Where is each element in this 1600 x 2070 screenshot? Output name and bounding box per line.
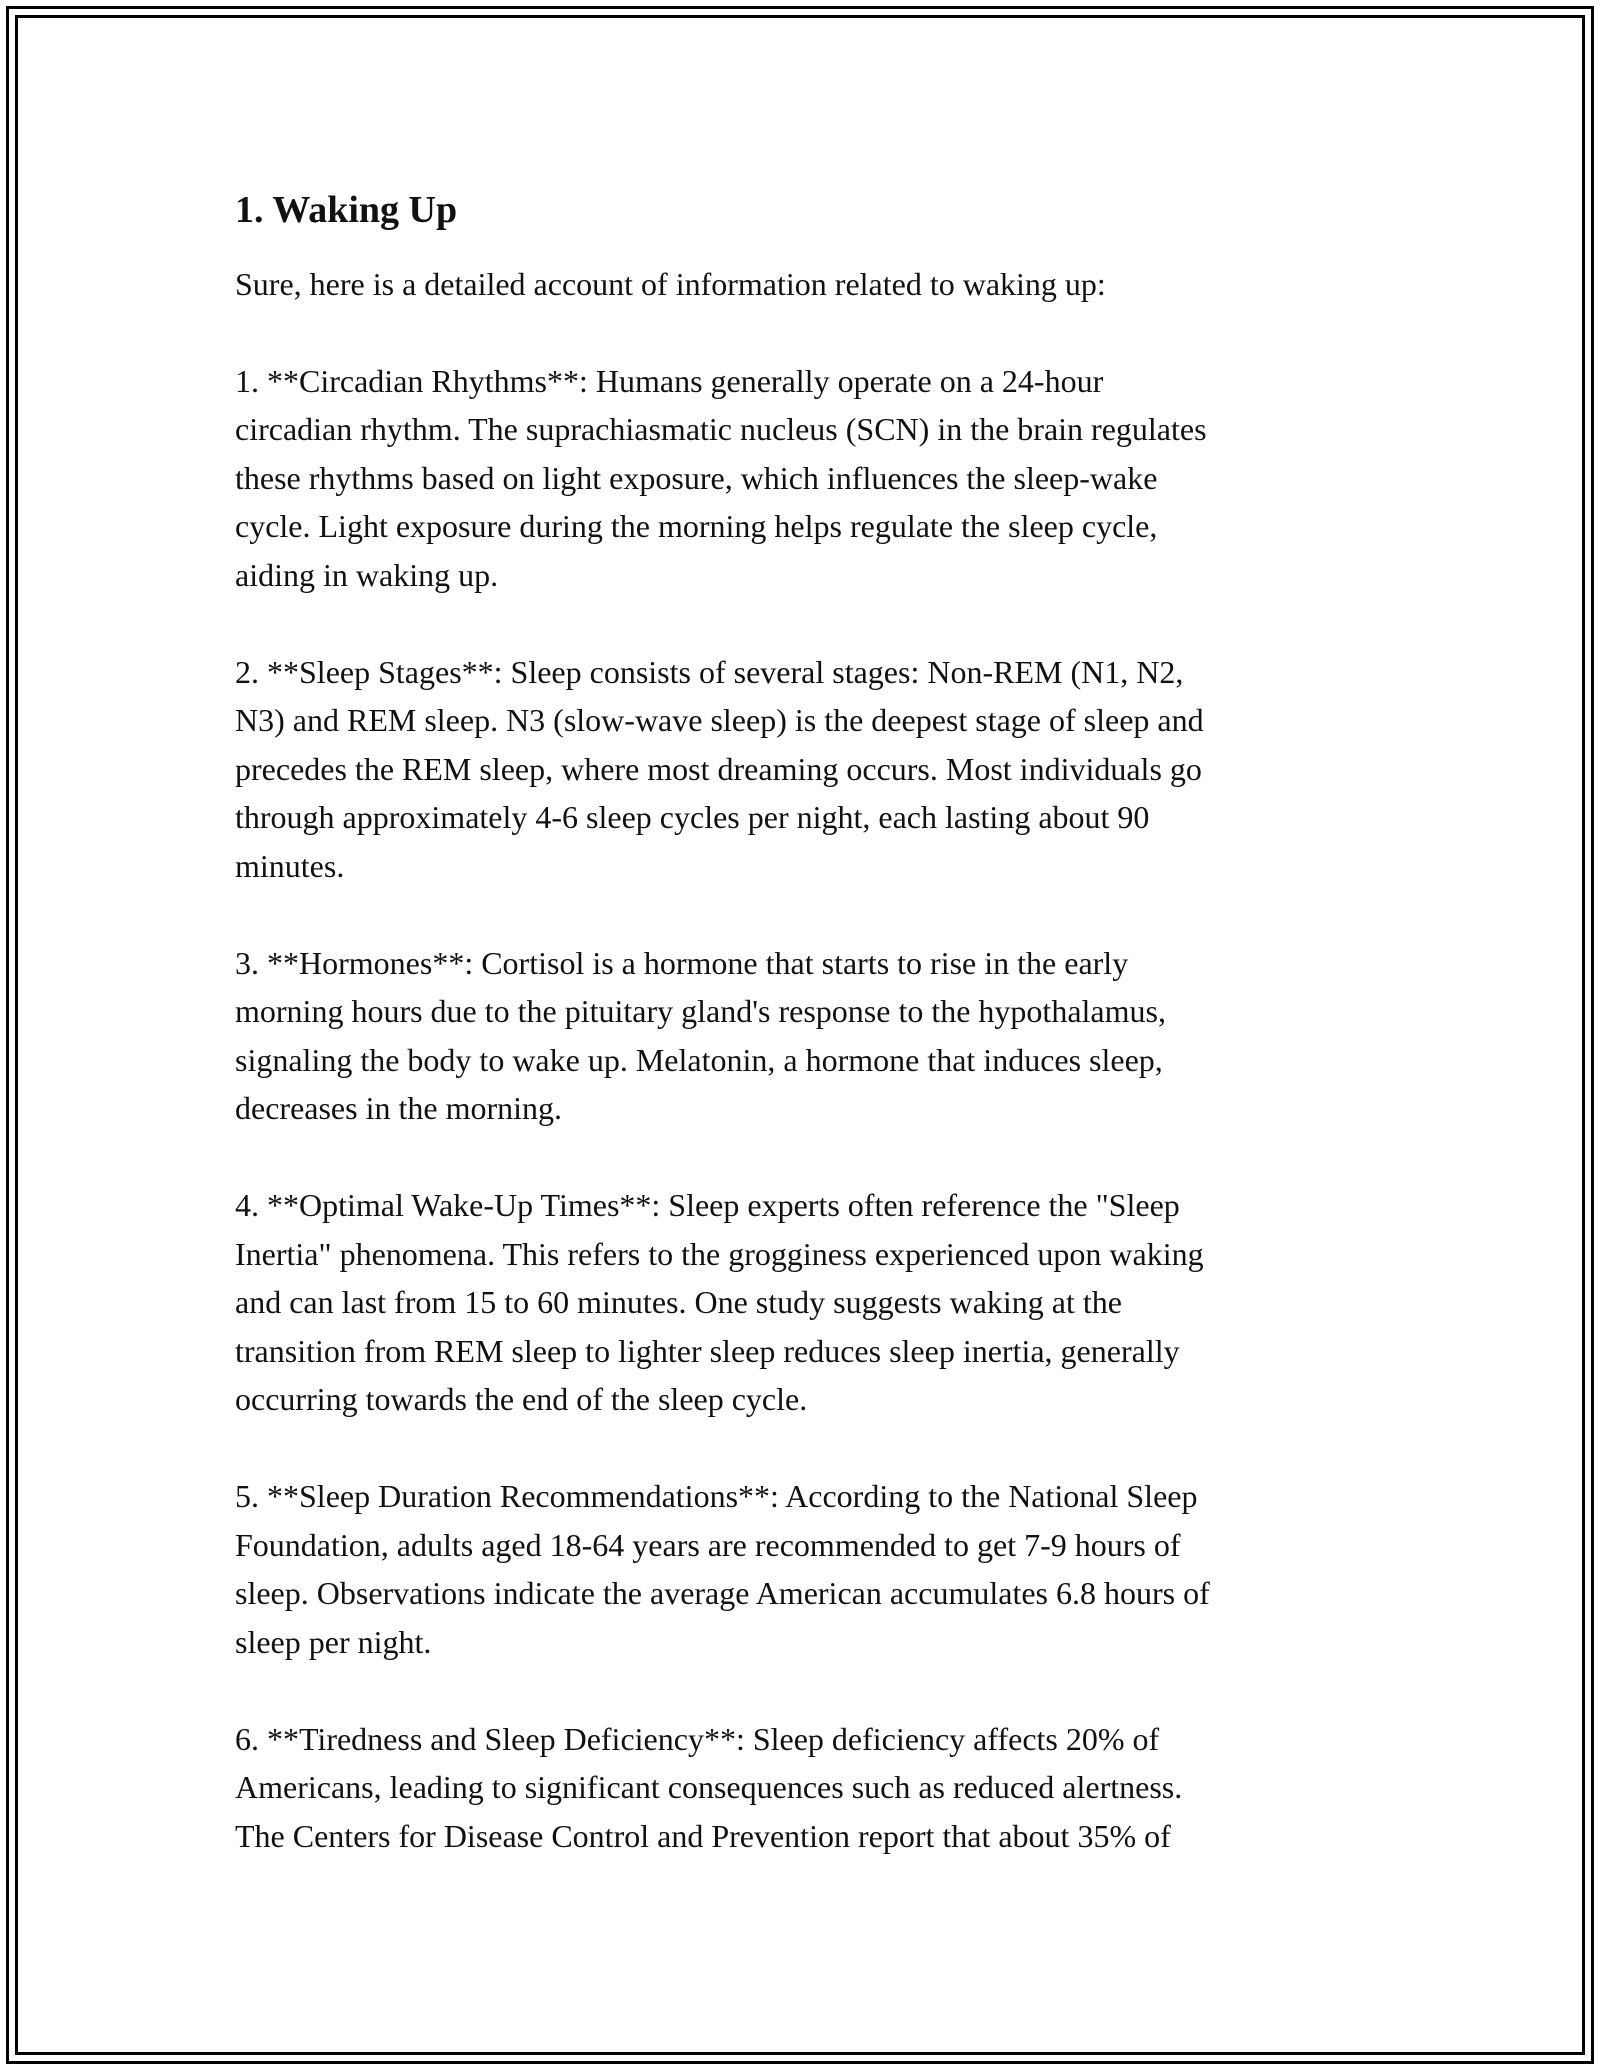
text-line: circadian rhythm. The suprachiasmatic nucleus (SCN) in the brain regulates [235, 411, 1207, 448]
document-body [235, 188, 1365, 1860]
text-line: precedes the REM sleep, where most dreaming occurs. Most individuals go [235, 750, 1202, 787]
text-line: and can last from 15 to 60 minutes. One study suggests waking at the [235, 1284, 1122, 1321]
text-line: aiding in waking up. [235, 556, 499, 593]
text-line: Inertia" phenomena. This refers to the grogginess experienced upon waking [235, 1235, 1204, 1272]
text-line: sleep. Observations indicate the average American accumulates 6.8 hours of [235, 1575, 1210, 1612]
text-line: cycle. Light exposure during the morning helps regulate the sleep cycle, [235, 508, 1158, 545]
text-line: sleep per night. [235, 1623, 432, 1660]
text-line: Americans, leading to significant consequences such as reduced alertness. [235, 1769, 1183, 1806]
text-line: The Centers for Disease Control and Prevention report that about 35% of [235, 1817, 1171, 1854]
paragraph-spacer [235, 599, 1365, 648]
text-line: 4. **Optimal Wake-Up Times**: Sleep experts often reference the "Sleep [235, 1187, 1180, 1224]
text-line: 3. **Hormones**: Cortisol is a hormone that starts to rise in the early [235, 944, 1129, 981]
paragraph-spacer [235, 1666, 1365, 1715]
text-line: transition from REM sleep to lighter sleep reduces sleep inertia, generally [235, 1332, 1180, 1369]
text-line: signaling the body to wake up. Melatonin, a hormone that induces sleep, [235, 1041, 1163, 1078]
text-line: Foundation, adults aged 18-64 years are recommended to get 7-9 hours of [235, 1526, 1181, 1563]
text-line: 2. **Sleep Stages**: Sleep consists of several stages: Non-REM (N1, N2, [235, 653, 1184, 690]
paragraph-spacer [235, 1133, 1365, 1182]
text-line: occurring towards the end of the sleep cycle. [235, 1381, 808, 1418]
text-line: minutes. [235, 847, 345, 884]
text-line: Sure, here is a detailed account of information related to waking up: [235, 265, 1106, 302]
paragraph-spacer [235, 1424, 1365, 1473]
text-line: through approximately 4-6 sleep cycles per night, each lasting about 90 [235, 799, 1150, 836]
text-line: 1. **Circadian Rhythms**: Humans generally operate on a 24-hour [235, 362, 1104, 399]
text-line: morning hours due to the pituitary gland's response to the hypothalamus, [235, 993, 1166, 1030]
text-line: 6. **Tiredness and Sleep Deficiency**: Sleep deficiency affects 20% of [235, 1720, 1160, 1757]
paragraph-spacer [235, 890, 1365, 939]
text-line: decreases in the morning. [235, 1090, 562, 1127]
document-text [235, 260, 1365, 1861]
text-line: 5. **Sleep Duration Recommendations**: According to the National Sleep [235, 1478, 1198, 1515]
paragraph-spacer [235, 308, 1365, 357]
text-line: N3) and REM sleep. N3 (slow-wave sleep) is the deepest stage of sleep and [235, 702, 1204, 739]
page-title: 1. Waking Up [235, 189, 458, 231]
text-line: these rhythms based on light exposure, which influences the sleep-wake [235, 459, 1158, 496]
